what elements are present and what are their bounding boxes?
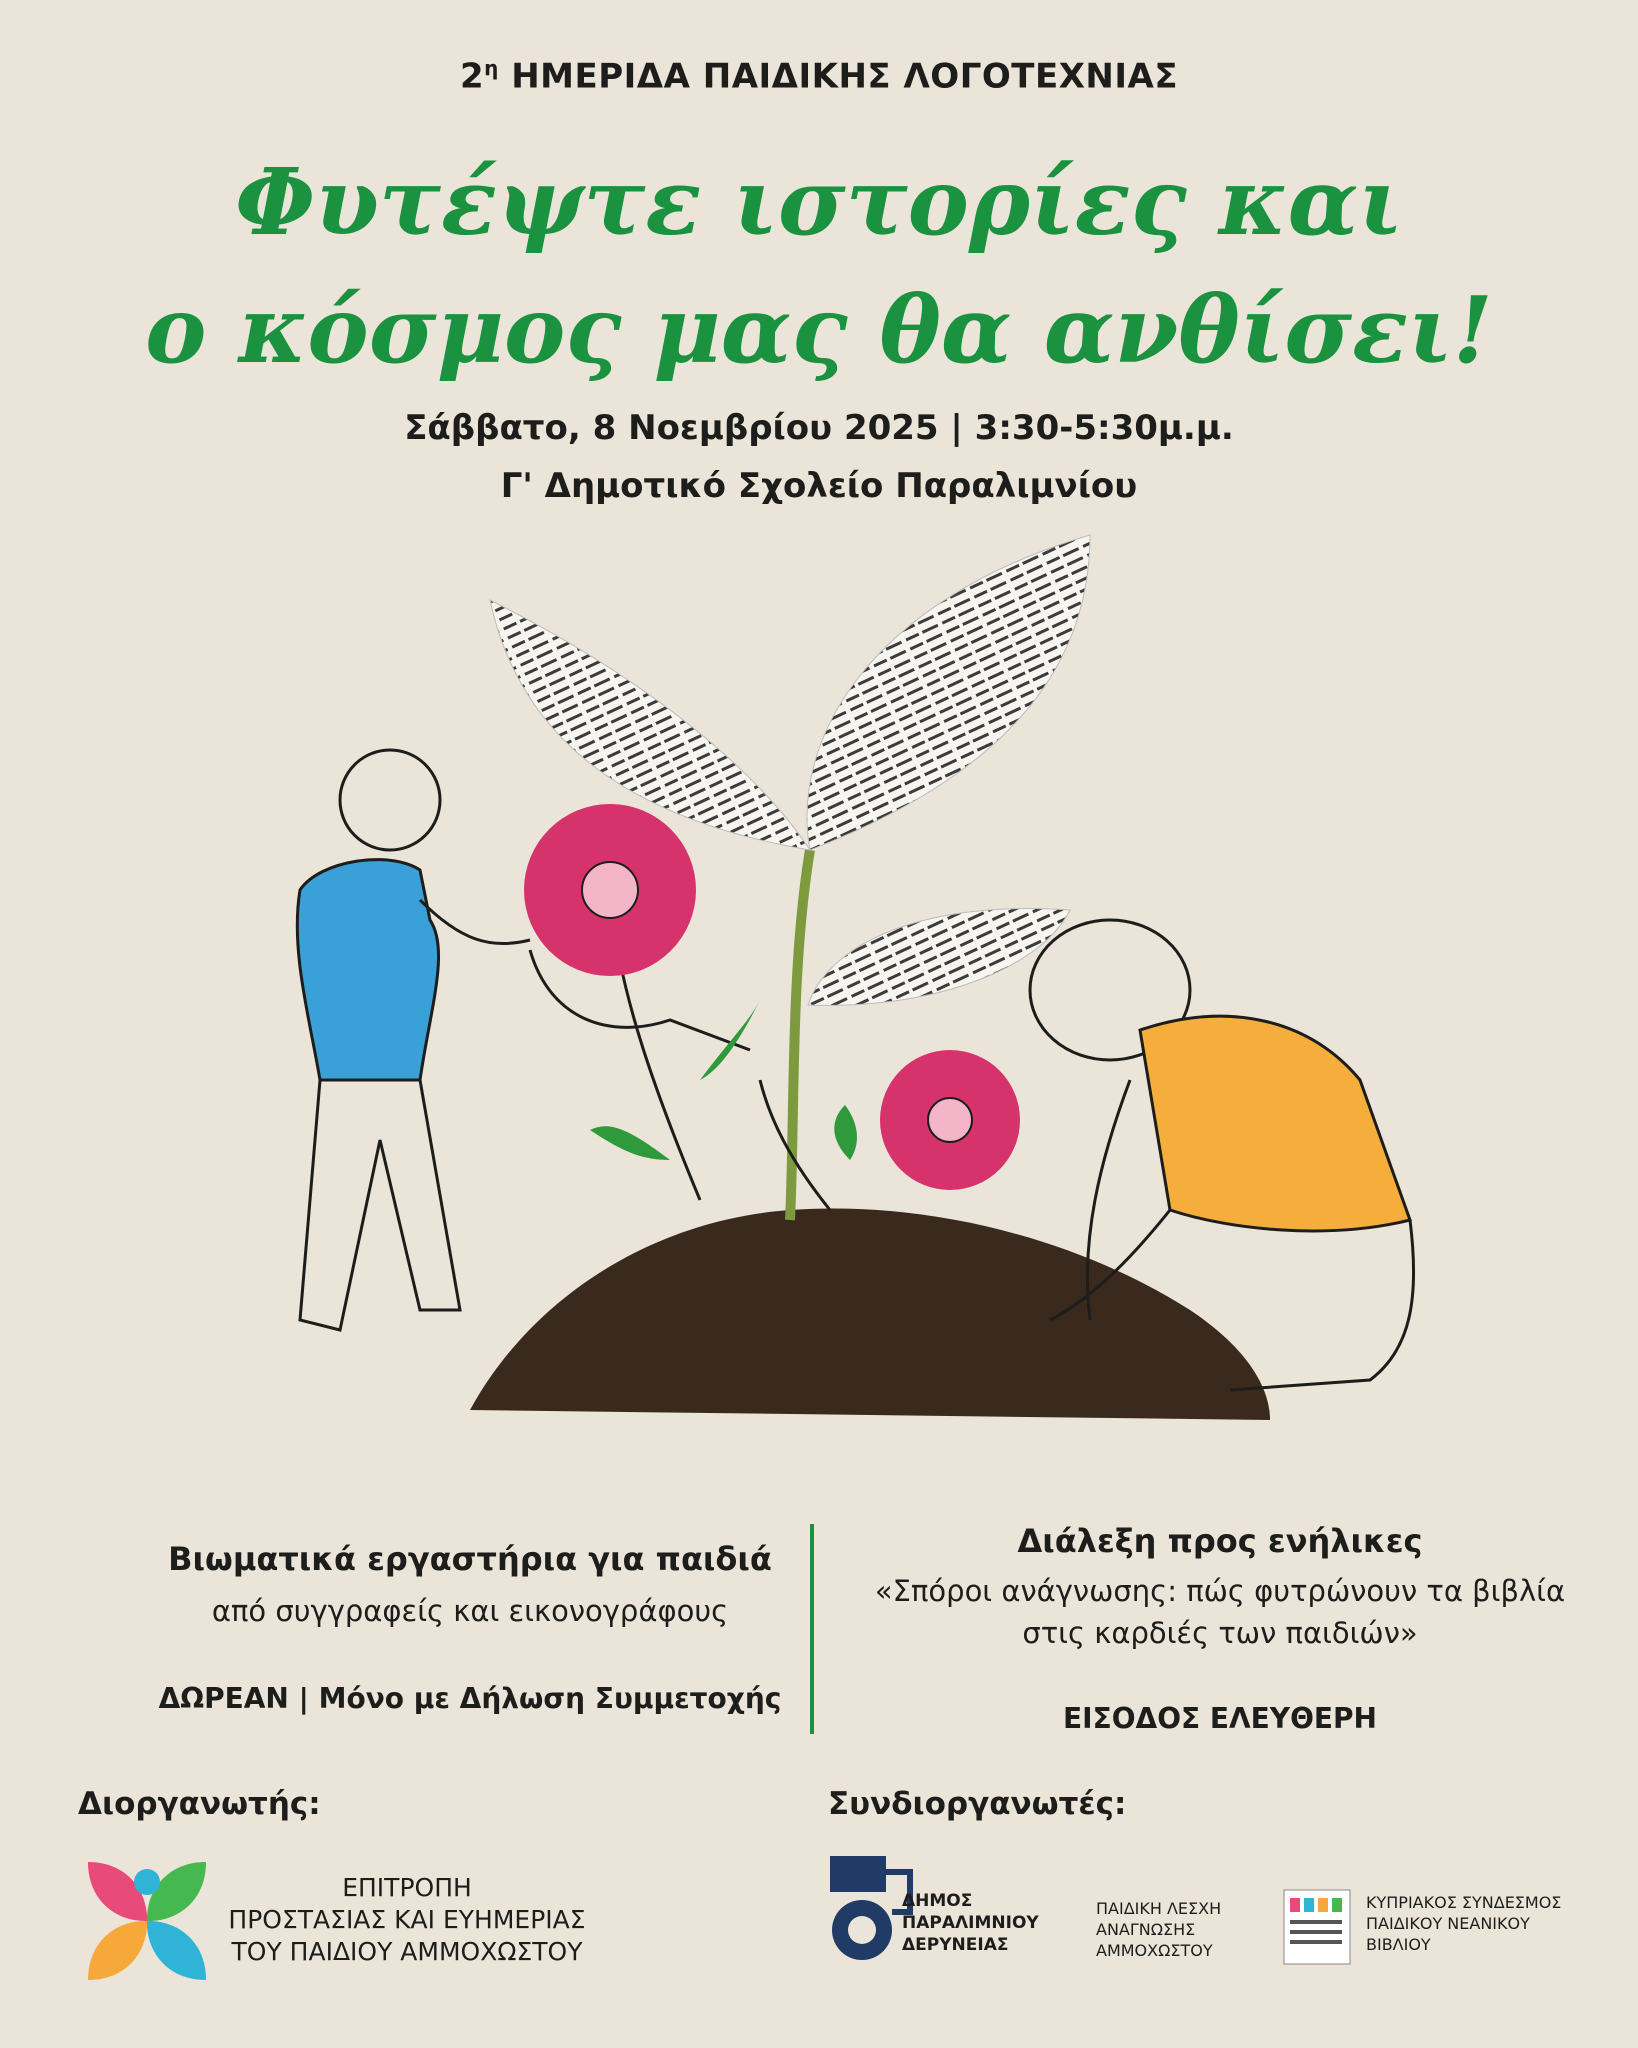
workshops-title: Βιωματικά εργαστήρια για παιδιά bbox=[168, 1540, 772, 1578]
organizer-name bbox=[222, 1872, 592, 1968]
municipality-name-line-2: ΠΑΡΑΛΙΜΝΙΟΥ bbox=[902, 1913, 1039, 1933]
municipality-name bbox=[902, 1890, 1039, 1956]
club-name-line-3: ΑΜΜΟΧΩΣΤΟΥ bbox=[1096, 1941, 1213, 1960]
organizer-label: Διοργανωτής: bbox=[78, 1786, 321, 1822]
organizer-name-line-2: ΠΡΟΣΤΑΣΙΑΣ ΚΑΙ ΕΥΗΜΕΡΙΑΣ bbox=[228, 1905, 586, 1934]
headline-line-2: ο κόσμος μας θα ανθίσει! bbox=[145, 276, 1493, 384]
club-name-line-1: ΠΑΙΔΙΚΗ ΛΕΣΧΗ bbox=[1096, 1899, 1222, 1918]
reading-club-name bbox=[1096, 1898, 1266, 1961]
organizer-name-line-1: ΕΠΙΤΡΟΠΗ bbox=[342, 1873, 472, 1902]
gardening-illustration bbox=[230, 520, 1470, 1470]
pink-flower-right bbox=[760, 1050, 1020, 1210]
club-name-line-2: ΑΝΑΓΝΩΣΗΣ bbox=[1096, 1920, 1196, 1939]
workshops-subtitle: από συγγραφείς και εικονογράφους bbox=[211, 1594, 729, 1628]
workshops-note: ΔΩΡΕΑΝ | Μόνο με Δήλωση Συμμετοχής bbox=[158, 1682, 782, 1715]
association-name-line-1: ΚΥΠΡΙΑΚΟΣ ΣΥΝΔΕΣΜΟΣ bbox=[1366, 1893, 1562, 1912]
coorganizers-label: Συνδιοργανωτές: bbox=[828, 1786, 1127, 1822]
municipality-name-line-1: ΔΗΜΟΣ bbox=[902, 1891, 973, 1911]
paper-leaf-left bbox=[490, 600, 810, 850]
soil-mound bbox=[470, 1208, 1270, 1420]
lecture-note: ΕΙΣΟΔΟΣ ΕΛΕΥΘΕΡΗ bbox=[1063, 1702, 1377, 1735]
paper-leaf-right bbox=[807, 535, 1090, 850]
municipality-name-line-3: ΔΕΡΥΝΕΙΑΣ bbox=[902, 1935, 1009, 1955]
kicker-text: ΗΜΕΡΙΔΑ ΠΑΙΔΙΚΗΣ ΛΟΓΟΤΕΧΝΙΑΣ bbox=[498, 56, 1179, 97]
book-association-logo-icon bbox=[1282, 1888, 1352, 1966]
lecture-quote-line-1: «Σπόροι ανάγνωσης: πώς φυτρώνουν τα βιβλία bbox=[874, 1574, 1566, 1608]
event-venue: Γ' Δημοτικό Σχολείο Παραλιμνίου bbox=[500, 466, 1138, 506]
headline-line-1: Φυτέψτε ιστορίες και bbox=[235, 148, 1403, 256]
event-dateline: Σάββατο, 8 Νοεμβρίου 2025 | 3:30-5:30μ.μ. bbox=[404, 408, 1234, 448]
association-name-line-2: ΠΑΙΔΙΚΟΥ ΝΕΑΝΙΚΟΥ bbox=[1366, 1914, 1530, 1933]
book-association-name bbox=[1366, 1892, 1606, 1955]
event-kicker bbox=[0, 56, 1638, 96]
committee-logo-icon bbox=[78, 1852, 216, 1990]
column-divider bbox=[810, 1524, 814, 1734]
kicker-ordinal: η bbox=[484, 56, 499, 80]
lecture-title: Διάλεξη προς ενήλικες bbox=[1017, 1522, 1423, 1560]
lecture-quote-line-2: στις καρδιές των παιδιών» bbox=[1022, 1616, 1418, 1650]
organizer-name-line-3: ΤΟΥ ΠΑΙΔΙΟΥ ΑΜΜΟΧΩΣΤΟΥ bbox=[231, 1937, 583, 1966]
plant-stem bbox=[790, 850, 810, 1220]
kicker-number: 2 bbox=[459, 56, 485, 97]
association-name-line-3: ΒΙΒΛΙΟΥ bbox=[1366, 1935, 1431, 1954]
